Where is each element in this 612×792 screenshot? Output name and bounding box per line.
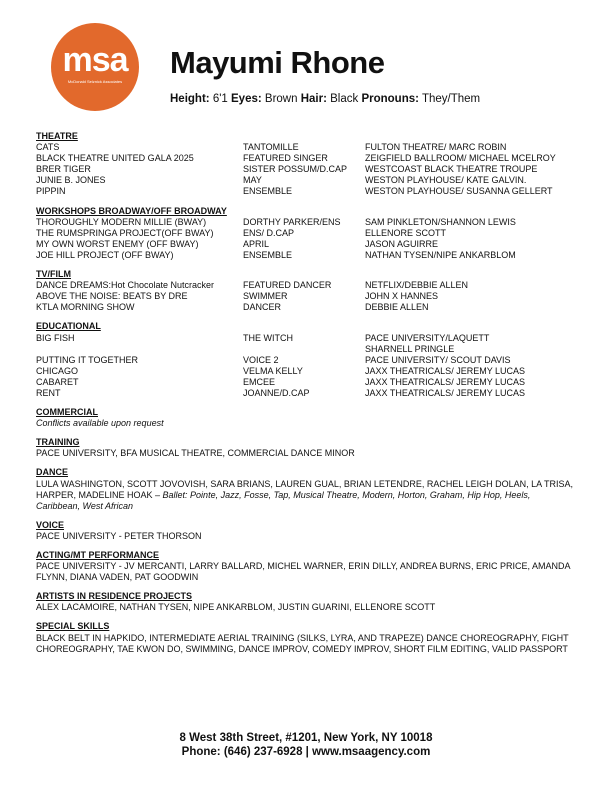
credit-role: VELMA KELLY <box>243 365 303 376</box>
credit-role: APRIL <box>243 238 270 249</box>
eyes-label: Eyes: <box>231 93 262 105</box>
credit-title <box>36 344 243 355</box>
logo-tagline: McDonald Selznick Associates <box>67 79 123 84</box>
credit-row <box>36 302 576 313</box>
tvfilm-section <box>36 269 576 313</box>
credit-row <box>36 250 576 261</box>
resume-body <box>36 131 576 663</box>
credit-row <box>36 291 576 302</box>
credit-title: JUNIE B. JONES <box>36 175 106 186</box>
credit-role: DORTHY PARKER/ENS <box>243 216 341 227</box>
credit-venue: FULTON THEATRE/ MARC ROBIN <box>365 142 507 153</box>
credit-row <box>36 217 576 228</box>
credit-venue: DEBBIE ALLEN <box>365 302 429 313</box>
credit-title: PIPPIN <box>36 186 66 197</box>
credit-title: RENT <box>36 387 61 398</box>
credit-venue: JAXX THEATRICALS/ JEREMY LUCAS <box>365 365 526 376</box>
section-title: WORKSHOPS BROADWAY/OFF BROADWAY <box>36 205 227 216</box>
credit-row <box>36 377 576 388</box>
height-value: 6'1 <box>212 93 228 105</box>
credit-title: MY OWN WORST ENEMY (OFF BWAY) <box>36 238 199 249</box>
credit-row <box>36 344 576 355</box>
acting-text: PACE UNIVERSITY - JV MERCANTI, LARRY BALLARD, MICHEL WARNER, ERIN DILLY, ANDREA BURNS, ERIC PRICE, AMANDA FLYNN, DIANA VADEN, PAT GOODWIN <box>36 561 570 583</box>
credit-venue: NETFLIX/DEBBIE ALLEN <box>365 280 469 291</box>
artists-text: ALEX LACAMOIRE, NATHAN TYSEN, NIPE ANKARBLOM, JUSTIN GUARINI, ELLENORE SCOTT <box>36 602 436 613</box>
credit-title: THOROUGHLY MODERN MILLIE (BWAY) <box>36 216 207 227</box>
credit-row <box>36 333 576 344</box>
acting-section <box>36 550 576 583</box>
hair-label: Hair: <box>300 93 327 105</box>
dance-section <box>36 467 576 511</box>
hair-value: Black <box>330 93 359 105</box>
section-title: ACTING/MT PERFORMANCE <box>36 550 159 560</box>
credit-role: TANTOMILLE <box>243 142 299 153</box>
credit-role: THE WITCH <box>243 332 293 343</box>
agency-logo <box>51 23 139 111</box>
section-title: EDUCATIONAL <box>36 321 101 332</box>
credit-venue: JAXX THEATRICALS/ JEREMY LUCAS <box>365 376 526 387</box>
section-title: COMMERCIAL <box>36 407 98 418</box>
credit-title: BIG FISH <box>36 332 75 343</box>
credit-title: CATS <box>36 142 60 153</box>
credit-row <box>36 228 576 239</box>
credit-title: BLACK THEATRE UNITED GALA 2025 <box>36 153 194 164</box>
training-text: PACE UNIVERSITY, BFA MUSICAL THEATRE, COMMERCIAL DANCE MINOR <box>36 448 355 459</box>
credit-venue: WESTCOAST BLACK THEATRE TROUPE <box>365 164 538 175</box>
credit-venue: WESTON PLAYHOUSE/ SUSANNA GELLERT <box>365 186 553 197</box>
theatre-section <box>36 131 576 198</box>
credit-role: ENSEMBLE <box>243 186 293 197</box>
height-label: Height: <box>170 93 210 105</box>
credit-title: CHICAGO <box>36 365 79 376</box>
credit-title: BRER TIGER <box>36 164 91 175</box>
credit-row <box>36 388 576 399</box>
voice-text: PACE UNIVERSITY - PETER THORSON <box>36 530 202 541</box>
credit-venue: PACE UNIVERSITY/ SCOUT DAVIS <box>365 354 511 365</box>
credit-role: VOICE 2 <box>243 354 279 365</box>
credit-venue: ZEIGFIELD BALLROOM/ MICHAEL MCELROY <box>365 153 556 164</box>
credit-role <box>243 344 365 355</box>
artists-section <box>36 591 576 613</box>
credit-row <box>36 186 576 197</box>
credit-venue: ELLENORE SCOTT <box>365 227 447 238</box>
pronouns-value: They/Them <box>421 93 481 105</box>
agency-contact: Phone: (646) 237-6928 | www.msaagency.com <box>181 746 431 758</box>
credit-role: EMCEE <box>243 376 276 387</box>
credit-role: ENSEMBLE <box>243 249 293 260</box>
credit-role: JOANNE/D.CAP <box>243 387 310 398</box>
credit-role: MAY <box>243 175 262 186</box>
credit-title: ABOVE THE NOISE: BEATS BY DRE <box>36 291 188 302</box>
dance-teachers: LULA WASHINGTON, SCOTT JOVOVISH, SARA BRIANS, LAUREN GUAL, BRIAN LETENDRE, RACHEL LEIGH DOLAN, LA TRISA, HARPER, MADELINE HOAK <box>36 478 573 500</box>
dance-text <box>36 479 576 512</box>
credit-venue: NATHAN TYSEN/NIPE ANKARBLOM <box>365 249 516 260</box>
commercial-section <box>36 407 576 429</box>
section-title: ARTISTS IN RESIDENCE PROJECTS <box>36 591 193 602</box>
section-title: SPECIAL SKILLS <box>36 621 110 632</box>
credit-row <box>36 142 576 153</box>
credit-role: DANCER <box>243 302 282 313</box>
credit-role: FEATURED DANCER <box>243 280 332 291</box>
credit-venue: SHARNELL PRINGLE <box>365 343 455 354</box>
agency-footer <box>0 731 612 759</box>
section-title: TV/FILM <box>36 269 71 280</box>
credit-role: SISTER POSSUM/D.CAP <box>243 164 348 175</box>
credit-title: KTLA MORNING SHOW <box>36 302 135 313</box>
commercial-text: Conflicts available upon request <box>36 418 164 429</box>
credit-row <box>36 280 576 291</box>
eyes-value: Brown <box>264 93 298 105</box>
credit-row <box>36 355 576 366</box>
section-title: VOICE <box>36 519 65 530</box>
credit-row <box>36 153 576 164</box>
section-title: TRAINING <box>36 437 80 448</box>
credit-role: FEATURED SINGER <box>243 153 328 164</box>
credit-title: DANCE DREAMS:Hot Chocolate Nutcracker <box>36 280 215 291</box>
credit-role: ENS/ D.CAP <box>243 227 295 238</box>
credit-title: THE RUMSPRINGA PROJECT(OFF BWAY) <box>36 227 214 238</box>
logo-text: msa <box>62 41 128 79</box>
skills-section <box>36 621 576 654</box>
skills-text: BLACK BELT IN HAPKIDO, INTERMEDIATE AERIAL TRAINING (SILKS, LYRA, AND TRAPEZE) DANCE CHOREOGRAPHY, FIGHT CHOREOGRAPHY, TAE KWON DO, SWIMMING, DANCE IMPROV, COMEDY IMPROV, SHORT FILM EDITING, VALID PASSPORT <box>36 632 569 654</box>
credit-row <box>36 239 576 250</box>
credit-venue: WESTON PLAYHOUSE/ KATE GALVIN. <box>365 175 527 186</box>
training-section <box>36 437 576 459</box>
workshops-section <box>36 206 576 261</box>
performer-name: Mayumi Rhone <box>170 45 385 80</box>
pronouns-label: Pronouns: <box>361 93 419 105</box>
credit-row <box>36 164 576 175</box>
credit-row <box>36 175 576 186</box>
voice-section <box>36 520 576 542</box>
performer-stats <box>170 93 480 105</box>
credit-venue: PACE UNIVERSITY/LAQUETT <box>365 332 490 343</box>
section-title: DANCE <box>36 467 69 478</box>
credit-title: CABARET <box>36 376 79 387</box>
credit-venue: JAXX THEATRICALS/ JEREMY LUCAS <box>365 387 526 398</box>
credit-venue: JOHN X HANNES <box>365 291 439 302</box>
agency-address: 8 West 38th Street, #1201, New York, NY 10018 <box>179 732 433 744</box>
dance-styles: – Ballet: Pointe, Jazz, Fosse, Tap, Musical Theatre, Modern, Horton, Graham, Hip Hop, Heels, Caribbean, West African <box>36 489 531 511</box>
credit-title: PUTTING IT TOGETHER <box>36 354 139 365</box>
credit-row <box>36 366 576 377</box>
credit-role: SWIMMER <box>243 291 288 302</box>
educational-section <box>36 321 576 399</box>
credit-venue: SAM PINKLETON/SHANNON LEWIS <box>365 216 516 227</box>
credit-venue: JASON AGUIRRE <box>365 238 439 249</box>
section-title: THEATRE <box>36 131 78 141</box>
credit-title: JOE HILL PROJECT (OFF BWAY) <box>36 249 174 260</box>
